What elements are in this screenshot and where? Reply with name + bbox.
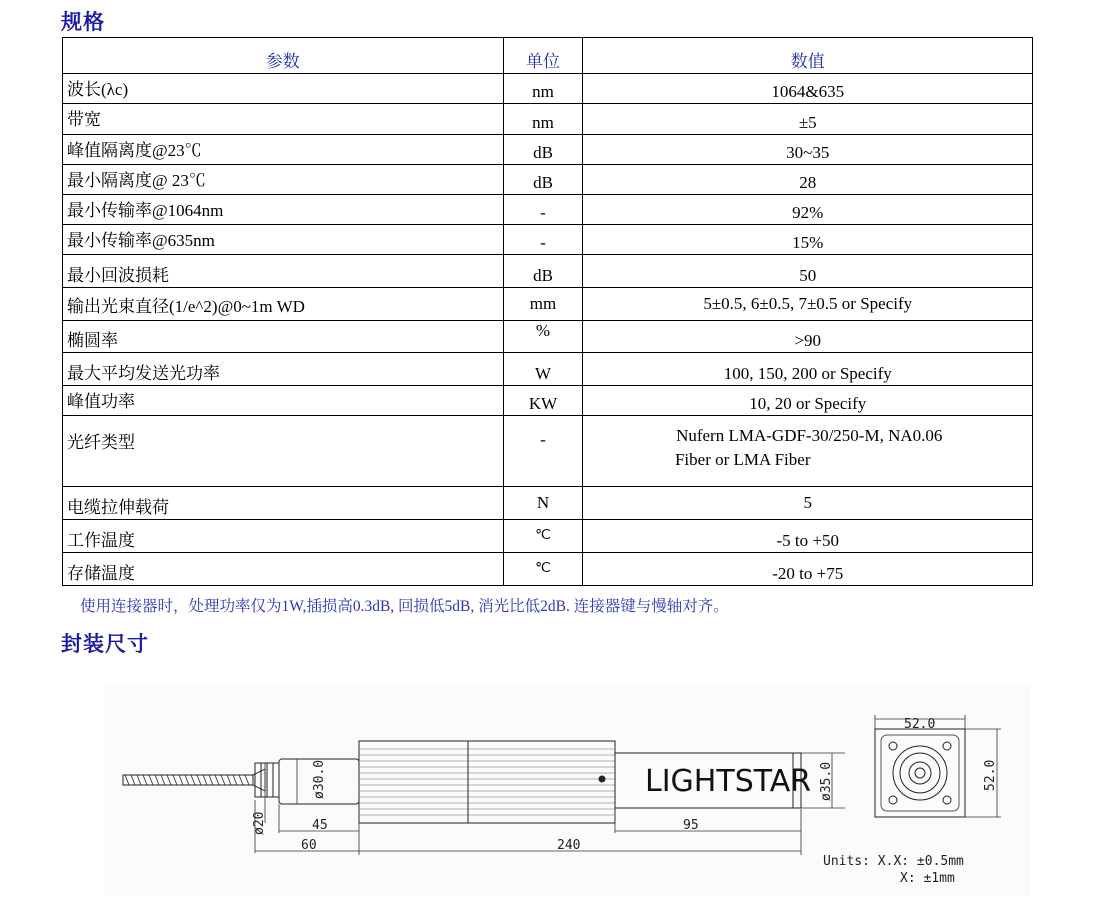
- units-note-line2: X: ±1mm: [900, 871, 955, 886]
- unit-cell: N: [503, 487, 583, 520]
- value-cell: 5±0.5, 6±0.5, 7±0.5 or Specify: [583, 288, 1033, 321]
- table-row: [63, 386, 1033, 416]
- param-cell: 最小隔离度@ 23℃: [63, 165, 504, 195]
- package-drawing-svg: [105, 683, 1030, 895]
- table-row: [63, 135, 1033, 165]
- table-row: [63, 416, 1033, 487]
- table-row: [63, 195, 1033, 225]
- value-cell: [583, 416, 1033, 487]
- table-row: [63, 255, 1033, 288]
- table-row: [63, 321, 1033, 353]
- housing-fins: [359, 749, 615, 815]
- value-cell: 92%: [583, 195, 1033, 225]
- value-cell: -5 to +50: [583, 520, 1033, 553]
- value-cell: ±5: [583, 104, 1033, 135]
- unit-cell: dB: [503, 165, 583, 195]
- param-cell: 最小回波损耗: [63, 255, 504, 288]
- value-cell: 5: [583, 487, 1033, 520]
- unit-cell: KW: [503, 386, 583, 416]
- param-cell: 峰值功率: [63, 386, 504, 416]
- spec-table: [62, 37, 1033, 586]
- unit-cell: -: [503, 195, 583, 225]
- brand-label: LIGHTSTAR: [645, 764, 812, 799]
- header-value: 数值: [583, 38, 1033, 74]
- value-cell: >90: [583, 321, 1033, 353]
- package-drawing: [105, 683, 1030, 895]
- fiber-type-line1: Nufern LMA-GDF-30/250-M, NA0.06: [676, 426, 943, 445]
- unit-cell: %: [503, 321, 583, 353]
- value-cell: 100, 150, 200 or Specify: [583, 353, 1033, 386]
- param-cell: 波长(λc): [63, 74, 504, 104]
- value-cell: 15%: [583, 225, 1033, 255]
- unit-cell: ℃: [503, 553, 583, 586]
- end-view-square: [875, 729, 965, 817]
- param-cell: 输出光束直径(1/e^2)@0~1m WD: [63, 288, 504, 321]
- unit-cell: ℃: [503, 520, 583, 553]
- table-row: [63, 165, 1033, 195]
- cable-texture: [125, 775, 249, 785]
- dim-d35: ø35.0: [819, 761, 834, 801]
- finned-housing: [359, 741, 615, 823]
- header-param: 参数: [63, 38, 504, 74]
- unit-cell: dB: [503, 255, 583, 288]
- dim-95: 95: [683, 818, 699, 833]
- value-cell: 10, 20 or Specify: [583, 386, 1033, 416]
- unit-cell: -: [503, 416, 583, 487]
- table-row: [63, 104, 1033, 135]
- unit-cell: nm: [503, 104, 583, 135]
- param-cell: 峰值隔离度@23℃: [63, 135, 504, 165]
- units-note-line1: Units: X.X: ±0.5mm: [823, 854, 964, 869]
- dim-60: 60: [301, 838, 317, 853]
- value-cell: 1064&635: [583, 74, 1033, 104]
- package-heading: 封装尺寸: [61, 632, 149, 656]
- end-view-aperture: [915, 768, 925, 778]
- unit-cell: W: [503, 353, 583, 386]
- connector-note: 使用连接器时，处理功率仅为1W,插损高0.3dB, 回损低5dB, 消光比低2dB. 连接器键与慢轴对齐。: [80, 598, 729, 615]
- param-cell: 椭圆率: [63, 321, 504, 353]
- table-row: [63, 553, 1033, 586]
- dim-45: 45: [312, 818, 328, 833]
- table-row: [63, 353, 1033, 386]
- unit-cell: mm: [503, 288, 583, 321]
- unit-cell: nm: [503, 74, 583, 104]
- param-cell: 光纤类型: [63, 416, 504, 487]
- dim-width-52: 52.0: [904, 717, 936, 732]
- table-row: [63, 520, 1033, 553]
- param-cell: 工作温度: [63, 520, 504, 553]
- value-cell: 30~35: [583, 135, 1033, 165]
- end-view-ring-outer: [893, 746, 947, 800]
- dim-d30: ø30.0: [312, 759, 327, 799]
- screw-icon: [599, 776, 605, 782]
- end-view-ring-mid: [900, 753, 940, 793]
- param-cell: 存储温度: [63, 553, 504, 586]
- value-cell: -20 to +75: [583, 553, 1033, 586]
- table-row: [63, 74, 1033, 104]
- end-view-ring-inner: [909, 762, 931, 784]
- spec-heading: 规格: [61, 10, 105, 34]
- unit-cell: dB: [503, 135, 583, 165]
- table-header-row: [63, 38, 1033, 74]
- value-cell: 50: [583, 255, 1033, 288]
- dim-d20: ø20: [252, 811, 267, 835]
- table-row: [63, 487, 1033, 520]
- table-row: [63, 288, 1033, 321]
- fiber-type-line2: Fiber or LMA Fiber: [674, 450, 811, 469]
- header-unit: 单位: [503, 38, 583, 74]
- param-cell: 最小传输率@1064nm: [63, 195, 504, 225]
- param-cell: 最大平均发送光功率: [63, 353, 504, 386]
- dim-240: 240: [557, 838, 581, 853]
- param-cell: 电缆拉伸载荷: [63, 487, 504, 520]
- param-cell: 最小传输率@635nm: [63, 225, 504, 255]
- value-cell: 28: [583, 165, 1033, 195]
- unit-cell: -: [503, 225, 583, 255]
- table-row: [63, 225, 1033, 255]
- param-cell: 带宽: [63, 104, 504, 135]
- dim-height-52: 52.0: [983, 759, 998, 791]
